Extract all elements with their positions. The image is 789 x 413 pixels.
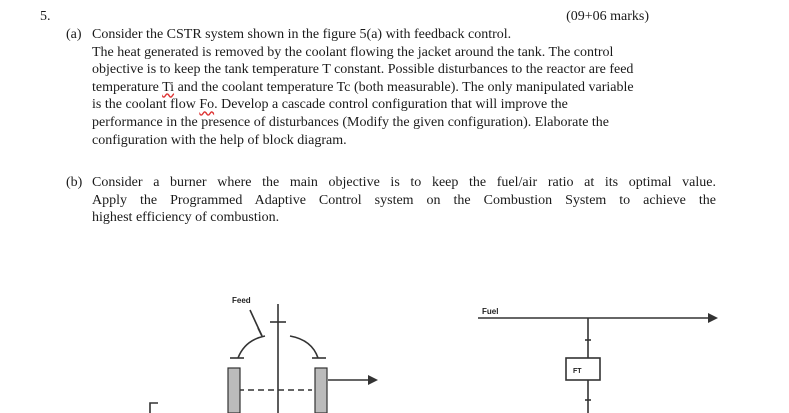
fuel-arrow [708,313,718,323]
jacket-wall-right [315,368,327,413]
marks-allocation: (09+06 marks) [566,9,649,24]
part-a-line-4-a: temperature [92,79,163,95]
part-a-label: (a) [66,27,82,42]
process-diagrams [0,240,789,413]
cstr-diagram [150,304,378,413]
tank-dome-right [290,336,318,358]
outlet-arrow [368,375,378,385]
flow-transmitter-label: FT [573,368,582,375]
part-a-line-5-a: is the coolant flow [92,97,200,113]
part-a-line-7: configuration with the help of block diagram. [92,132,347,148]
question-number: 5. [40,9,51,24]
figure-area [0,240,789,413]
feed-label: Feed [232,296,251,305]
symbol-fo: Fo [199,97,215,113]
symbol-ti: Ti [162,79,175,95]
part-a-line-5-b: . Develop a cascade control configuration that will improve the [214,97,568,113]
part-b [66,174,716,227]
part-b-line-2: Apply the Programmed Adaptive Control system on the Combustion System to achieve the [92,192,716,208]
part-b-label: (b) [66,175,83,190]
part-a [66,26,716,149]
part-b-line-3: highest efficiency of combustion. [92,210,280,226]
part-a-line-4-b: and the coolant temperature Tc (both measurable). The only manipulated variable [174,79,634,95]
part-a-line-1: Consider the CSTR system shown in the figure 5(a) with feedback control. [92,27,512,42]
part-a-line-6: performance in the presence of disturbances (Modify the given configuration). Elaborate the [92,114,610,130]
part-b-line-1: Consider a burner where the main objective is to keep the fuel/air ratio at its optimal value. [92,175,716,190]
fuel-diagram [478,313,718,413]
ft-box [566,358,600,380]
tank-dome-left [238,336,265,358]
part-a-line-3: objective is to keep the tank temperature T constant. Possible disturbances to the reactor are feed [92,62,634,78]
fuel-label: Fuel [482,307,499,316]
part-a-line-2: The heat generated is removed by the coolant flowing the jacket around the tank. The control [92,44,614,60]
part-a-line-4 [92,79,716,97]
jacket-wall-left [228,368,240,413]
part-a-line-5 [92,96,716,114]
